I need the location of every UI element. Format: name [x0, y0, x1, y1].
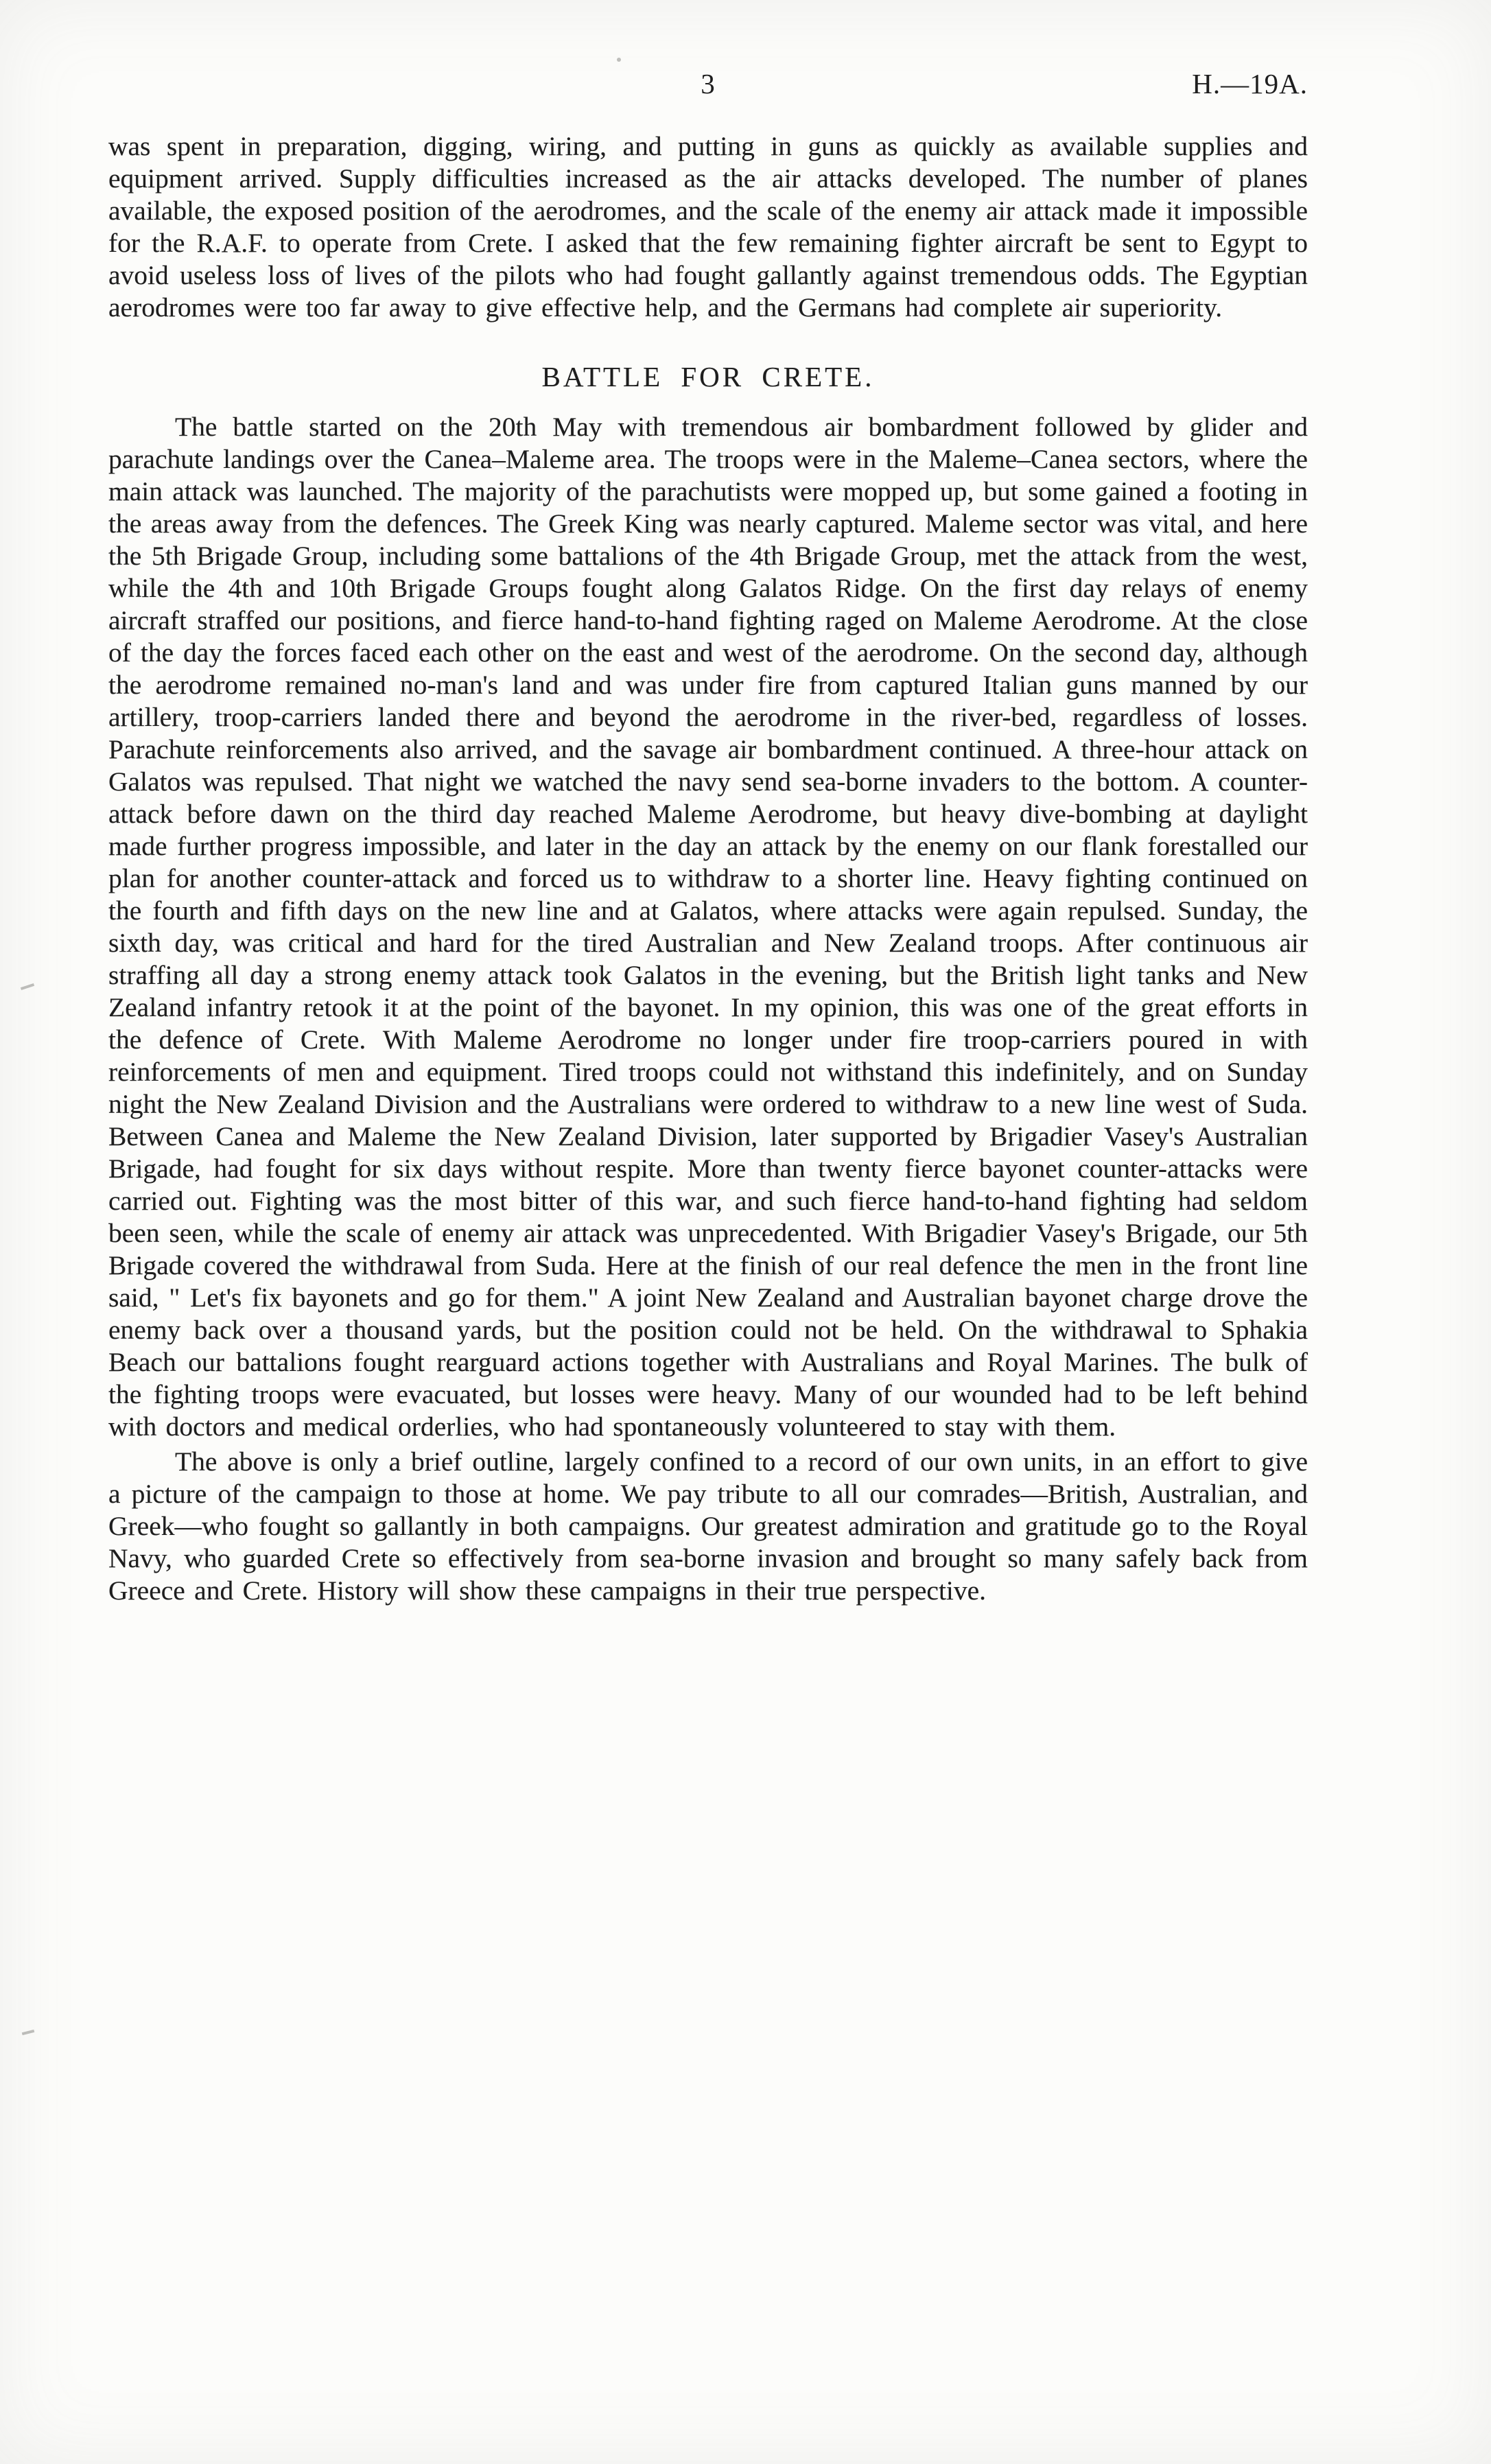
- scan-artifact-dot: [617, 58, 621, 62]
- document-body: [108, 130, 1308, 1607]
- scan-artifact-dash: [21, 983, 34, 990]
- page-header: [108, 67, 1308, 103]
- battle-for-crete-paragraph: The battle started on the 20th May with tremendous air bombardment followed by glider and parachute landings over the Canea–Maleme area. The troops were in the Maleme–Canea sectors, where the main attack was launched. The majority of the parachutists were mopped up, but some gained a footing in the areas away from the defences. The Greek King was nearly captured. Maleme sector was vital, and here the 5th Brigade Group, including some battalions of the 4th Brigade Group, met the attack from the west, while the 4th and 10th Brigade Groups fought along Galatos Ridge. On the first day relays of enemy aircraft straffed our positions, and fierce hand-to-hand fighting raged on Maleme Aerodrome. At the close of the day the forces faced each other on the east and west of the aerodrome. On the second day, although the aerodrome remained no-man's land and was under fire from captured Italian guns manned by our artillery, troop-carriers landed there and beyond the aerodrome in the river-bed, regardless of losses. Parachute reinforcements also arrived, and the savage air bombardment continued. A three-hour attack on Galatos was repulsed. That night we watched the navy send sea-borne invaders to the bottom. A counter-attack before dawn on the third day reached Maleme Aerodrome, but heavy dive-bombing at daylight made further progress impossible, and later in the day an attack by the enemy on our flank forestalled our plan for another counter-attack and forced us to withdraw to a shorter line. Heavy fighting continued on the fourth and fifth days on the new line and at Galatos, where attacks were again repulsed. Sunday, the sixth day, was critical and hard for the tired Australian and New Zealand troops. After continuous air straffing all day a strong enemy attack took Galatos in the evening, but the British light tanks and New Zealand infantry retook it at the point of the bayonet. In my opinion, this was one of the great efforts in the defence of Crete. With Maleme Aerodrome no longer under fire troop-carriers poured in with reinforcements of men and equipment. Tired troops could not withstand this indefinitely, and on Sunday night the New Zealand Division and the Australians were ordered to withdraw to a new line west of Suda. Between Canea and Maleme the New Zealand Division, later supported by Brigadier Vasey's Australian Brigade, had fought for six days without respite. More than twenty fierce bayonet counter-attacks were carried out. Fighting was the most bitter of this war, and such fierce hand-to-hand fighting had seldom been seen, while the scale of enemy air attack was unprecedented. With Brigadier Vasey's Brigade, our 5th Brigade covered the withdrawal from Suda. Here at the finish of our real defence the men in the front line said, " Let's fix bayonets and go for them." A joint New Zealand and Australian bayonet charge drove the enemy back over a thousand yards, but the position could not be held. On the withdrawal to Sphakia Beach our battalions fought rearguard actions together with Australians and Royal Marines. The bulk of the fighting troops were evacuated, but losses were heavy. Many of our wounded had to be left behind with doctors and medical orderlies, who had spontaneously volunteered to stay with them.: [108, 412, 1308, 1442]
- scan-artifact-dash: [22, 2030, 34, 2035]
- document-reference: H.—19A.: [1192, 68, 1308, 99]
- closing-paragraph: The above is only a brief outline, largely confined to a record of our own units, in an effort to give a picture of the campaign to those at home. We pay tribute to all our comrades—British, Australian, and Greek—who fought so gallantly in both campaigns. Our greatest admiration and gratitude go to the Royal Navy, who guarded Crete so effectively from sea-borne invasion and brought so many safely back from Greece and Crete. History will show these campaigns in their true perspective.: [108, 1446, 1308, 1606]
- page-number: 3: [701, 68, 716, 99]
- section-heading: BATTLE FOR CRETE.: [541, 361, 875, 392]
- continuation-paragraph: was spent in preparation, digging, wiring, and putting in guns as quickly as available supplies and equipment arrived. Supply difficulties increased as the air attacks developed. The number of planes available, the exposed position of the aerodromes, and the scale of the enemy air attack made it impossible for the R.A.F. to operate from Crete. I asked that the few remaining fighter aircraft be sent to Egypt to avoid useless loss of lives of the pilots who had fought gallantly against tremendous odds. The Egyptian aerodromes were too far away to give effective help, and the Germans had complete air superiority.: [108, 131, 1308, 322]
